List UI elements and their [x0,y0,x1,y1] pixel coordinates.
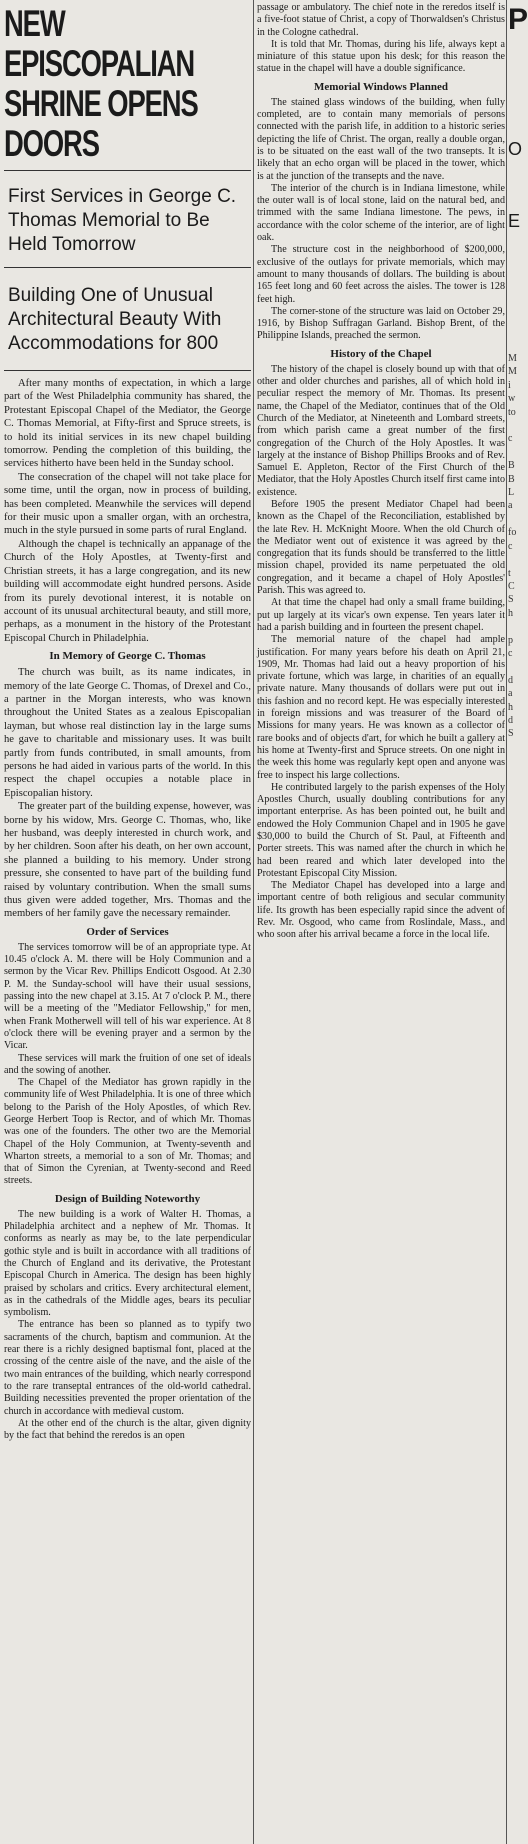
divider [4,170,251,171]
subheading: Order of Services [86,925,169,938]
article-column-1 [4,2,251,1844]
paragraph: Before 1905 the present Mediator Chapel had been known as the Chapel of the Reconciliation, established by the late Rev. H. McKnight Moore. When the old Church of the Mediator went out of existence it was agreed by the congregation that its funds should be transferred to the little mission chapel, provided its name perpetuated the old congregation, and it became a chapel of Holy Apostles' Parish. This was agreed to. [257,498,505,597]
adjacent-deck-fragment: O [508,139,523,159]
adjacent-body-fragment: M M i w to c B B L a fo c t C S h p c d a h d S [508,353,517,740]
paragraph: The consecration of the chapel will not take place for some time, until the organ, now in process of building, has been completed. Meanwhile the services will depend for their music upon a smaller organ, with an orchestra, much in the style pursued in some parts of rural England. [4,471,251,537]
divider [4,370,251,371]
paragraph: These services will mark the fruition of one set of ideals and the sowing of another. [4,1052,251,1076]
paragraph: The greater part of the building expense, however, was borne by his widow, Mrs. George C. Thomas, who, like her husband, was deeply interested in church work, and by her children. Soon after his death, on her own account, she planned a building to his memory. Under strong pressure, she consented to have part of the building fund raised by voluntary contribution. When the small sums thus given were added together, Mrs. Thomas and the members of her family gave the necessary remainder. [4,801,251,920]
paragraph: The Chapel of the Mediator has grown rapidly in the community life of West Philadelphia. It is one of three which belong to the Parish of the Holy Apostles, of which Rev. George Herbert Toop is Rector, and of which Mr. Thomas was one of the founders. The other two are the Memorial Chapel of the Holy Communion, at Twenty-seventh and Wharton streets, a memorial to a son of Mr. Thomas; and that of Simon the Cyrenian, at Twenty-second and Reed streets. [4,1077,251,1187]
divider [4,267,251,268]
paragraph: The stained glass windows of the building, when fully completed, are to contain many memorials of persons connected with the parish life, in addition to a historic series depicting the life of Christ. The organ, really a double organ, is to be situated on the east wall of the two transepts. It is likely that an echo organ will be placed in the tower, which is at the junction of the transepts and the nave. [257,96,505,182]
paragraph: Although the chapel is technically an appanage of the Church of the Holy Apostles, at Twenty-first and Christian streets, it has a large congregation, and its new building will accommodate eight hundred persons. Aside from its purely devotional interest, it is notable on account of its unusual architectural beauty, and still more, perhaps, as a monument in the history of the Protestant Episcopal Church in Philadelphia. [4,538,251,644]
paragraph: The entrance has been so planned as to typify two sacraments of the church, baptism and communion. At the rear there is a richly designed baptismal font, placed at the crossing of the centre aisle of the nave, and the aisle of the two main entrances of the building, which nearly correspond to the rare transeptal entrances of the old-world cathedral. Building necessities prevented the proper orientation of the church in accordance with medieval custom. [4,1319,251,1417]
paragraph: After many months of expectation, in which a large part of the West Philadelphia community has shared, the Protestant Episcopal Chapel of the Mediator, the George C. Thomas Memorial, at Fifty-first and Spruce streets, is to hold its initial services in its new chapel building tomorrow. Pending the completion of this building, the services hitherto have been held in the Sunday school. [4,378,251,470]
paragraph: The memorial nature of the chapel had ample justification. For many years before his death on April 21, 1909, Mr. Thomas had laid out a heavy proportion of his private fortune, which was large, in charities of an equally private nature. Many thousands of dollars were put out in this fashion and no record kept. He was especially interested in foreign missions and was treasurer of the Board of Missions for many years. He was known as a collector of rare books and of objects d'art, for which he built a gallery at his home at Twenty-first and Spruce streets. On one night in the week this home was regularly kept open and anyone was free to inspect his large collections. [257,634,505,781]
paragraph: At that time the chapel had only a small frame building, put up largely at its vicar's own expense. Ten years later it had a parish building and in fourteen the present chapel. [257,597,505,633]
column-rule [506,0,507,1844]
paragraph: The structure cost in the neighborhood of $200,000, exclusive of the outlays for private memorials, which may amount to many thousands of dollars. The building is about 165 feet long and 60 feet across the aisles. The tower is 128 feet high. [257,244,505,305]
subheading: Design of Building Noteworthy [54,1192,201,1205]
article-body [257,2,505,942]
article-column-2 [257,2,505,1844]
paragraph: It is told that Mr. Thomas, during his life, always kept a miniature of this statue upon his desk; for this reason the statue in the chapel will have a double significance. [257,38,505,75]
deck-secondary: Building One of Unusual Architectural Beauty With Accommodations for 800 [8,285,222,354]
paragraph: The new building is a work of Walter H. Thomas, a Philadelphia architect and a nephew of Mr. Thomas. It conforms as nearly as may be, to the late perpendicular gothic style and is built in accordance with all traditions of the Church of England and its derivative, the Protestant Episcopal Church in America. The design has been highly praised by scholars and critics. Every architectural element, as in the cathedrals of the Middle ages, bears its peculiar symbolism. [4,1208,251,1319]
subheading: History of the Chapel [330,347,432,360]
adjacent-headline-fragment: P [508,3,528,36]
subheading: Memorial Windows Planned [313,80,449,93]
paragraph: The services tomorrow will be of an appropriate type. At 10.45 o'clock A. M. there will be Holy Communion and a sermon by the Vicar Rev. Phillips Endicott Osgood. At 2.30 P. M. the Sunday-school will have their usual sessions, passing into the new chapel at 3.15. At 7 o'clock P. M., there will be a meeting of the "Mediator Fellowship," for men, when Frank Motherwell will tell of his war experience. At 8 o'clock there will be evening prayer and a sermon by the Vicar. [4,941,251,1052]
paragraph: passage or ambulatory. The chief note in the reredos itself is a five-foot statue of Christ, a copy of Thorwaldsen's Christus in the Cologne cathedral. [257,2,505,38]
deck-primary: First Services in George C. Thomas Memorial to Be Held Tomorrow [8,186,237,255]
paragraph: At the other end of the church is the altar, given dignity by the fact that behind the reredos is an open [4,1417,251,1442]
adjacent-article-edge [508,2,528,1844]
column-rule [253,0,254,1844]
paragraph: The history of the chapel is closely bound up with that of other and older churches and parishes, all of which hold in peculiar respect the memory of Mr. Thomas. Its present name, the Chapel of the Mediator, continues that of the Old Church of the Mediator, at Nineteenth and Lombard streets, from which parish came a great number of the first congregation of the Church of the Holy Apostles. It was largely at the instance of Bishop Phillips Brooks and of Rev. Samuel E. Appleton, Rector of the First Church of the Mediator, that the Holy Apostles Church itself first came into existence. [257,363,505,498]
paragraph: The interior of the church is in Indiana limestone, while the outer wall is of local stone, laid on the natural bed, and trimmed with the same Indiana limestone. The pews, in accordance with the color scheme of the interior, are of light oak. [257,182,505,244]
paragraph: The corner-stone of the structure was laid on October 29, 1916, by Bishop Suffragan Garland. Bishop Brent, of the Philippine Islands, preached the sermon. [257,305,505,342]
adjacent-deck-fragment: E [508,211,521,231]
headline: NEW EPISCOPALIAN SHRINE OPENS DOORS [4,3,198,164]
paragraph: He contributed largely to the parish expenses of the Holy Apostles Church, usually doubling contributions for any important enterprise. As has been pointed out, he built and endowed the Holy Communion Chapel and in 1905 he gave $30,000 to build the Church of St. Paul, at Fifteenth and Porter streets. This was named after the church in which he had been reared and which later developed into the Protestant Episcopal City Mission. [257,781,505,879]
paragraph: The Mediator Chapel has developed into a large and important centre of both religious and secular community life. Its growth has been especially rapid since the advent of Rev. Mr. Osgood, who came from Roslindale, Mass., and who soon after his arrival became a force in the local life. [257,880,505,941]
article-body [4,377,251,1442]
paragraph: The church was built, as its name indicates, in memory of the late George C. Thomas, of Drexel and Co., a partner in the Morgan interests, who was known throughout the United States as a zealous Episcopalian layman, but whose real distinction lay in the large sums he gave to charitable and missionary uses. It was built partly from funds contributed, in small amounts, from persons he had aided in various parts of the world. In this respect the chapel occupies a notable place in Episcopalian history. [4,667,251,799]
subheading: In Memory of George C. Thomas [49,650,206,663]
